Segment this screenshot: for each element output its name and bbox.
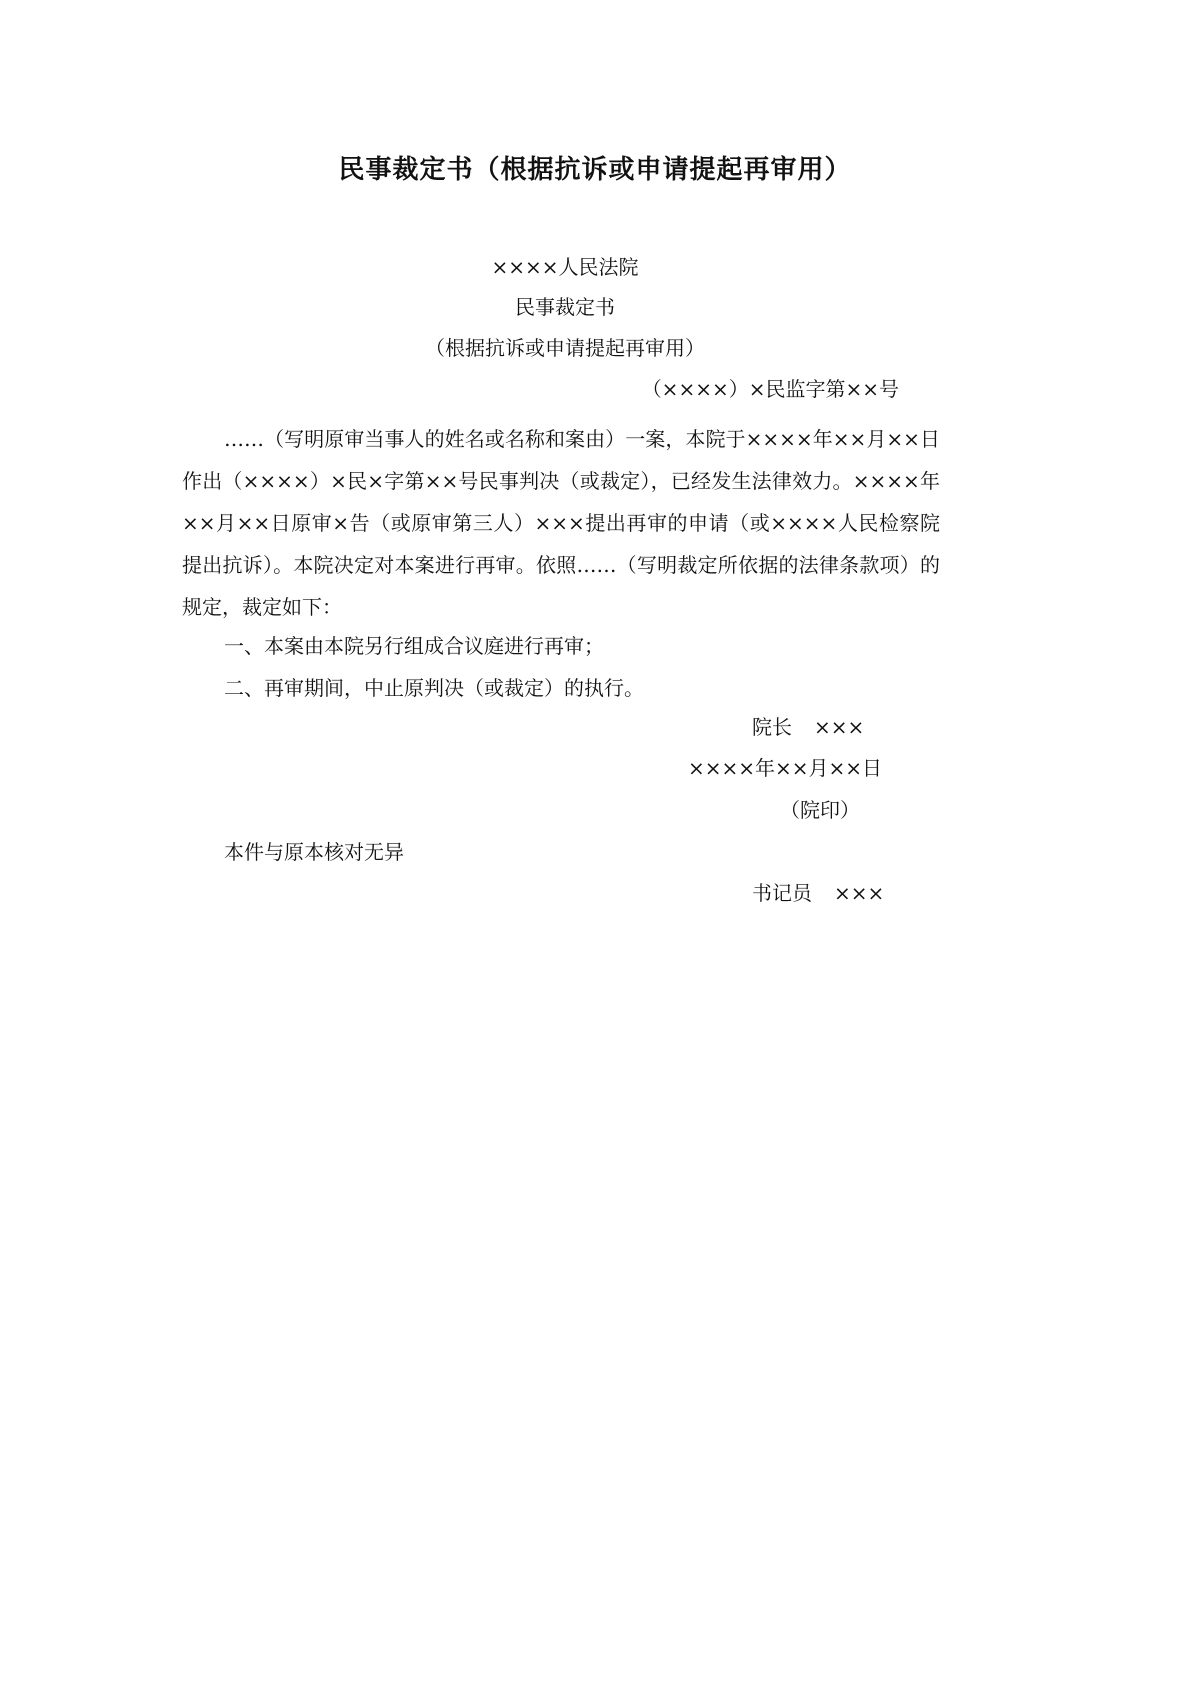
case-number: （××××）×民监字第××号 bbox=[641, 377, 899, 401]
ruling-date: ××××年××月××日 bbox=[688, 756, 883, 780]
president-signature bbox=[752, 712, 864, 742]
ruling-item-1: 一、本案由本院另行组成合议庭进行再审； bbox=[224, 634, 604, 658]
clerk-label: 书记员 bbox=[752, 881, 812, 905]
president-name: ××× bbox=[814, 715, 865, 739]
clerk-signature bbox=[752, 878, 884, 908]
verification-note: 本件与原本核对无异 bbox=[224, 840, 404, 864]
document-subtitle: （根据抗诉或申请提起再审用） bbox=[425, 336, 705, 360]
ruling-item-2: 二、再审期间，中止原判决（或裁定）的执行。 bbox=[224, 676, 644, 700]
clerk-name: ××× bbox=[834, 881, 885, 905]
president-label: 院长 bbox=[752, 715, 792, 739]
court-name: ××××人民法院 bbox=[491, 255, 639, 279]
ruling-paragraph: ……（写明原审当事人的姓名或名称和案由）一案，本院于××××年××月××日作出（××××）×民×字第××号民事判决（或裁定），已经发生法律效力。××××年××月××日原审×告（或原审第三人）×××提出再审的申请（或××××人民检察院提出抗诉）。本院决定对本案进行再审。依照……（写明裁定所依据的法律条款项）的规定，裁定如下： bbox=[182, 427, 940, 619]
document-name: 民事裁定书 bbox=[515, 295, 615, 319]
court-seal: （院印） bbox=[780, 798, 860, 822]
document-title: 民事裁定书（根据抗诉或申请提起再审用） bbox=[338, 155, 852, 185]
